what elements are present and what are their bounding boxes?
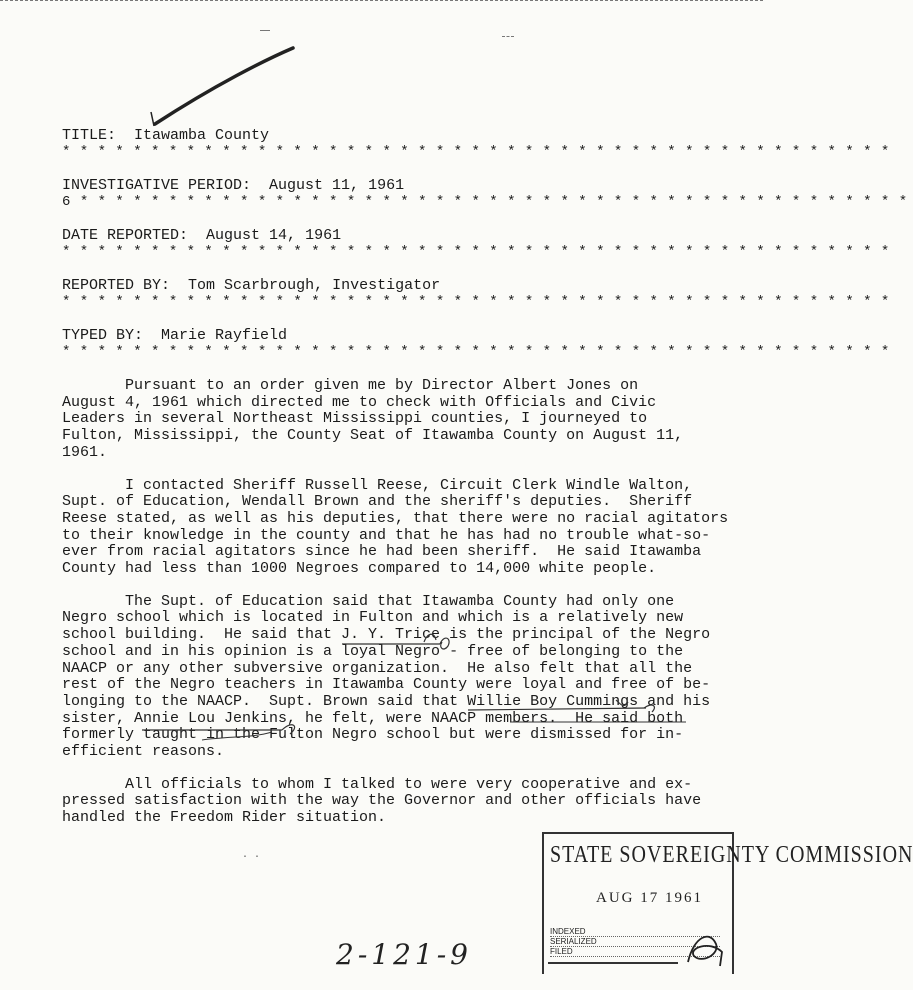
page-top-edge — [0, 0, 763, 5]
pen-check-mark — [145, 40, 305, 130]
stray-mark — [260, 30, 270, 31]
paragraph-3: The Supt. of Education said that Itawamba County had only one Negro school which is located in Fulton and which is a relatively new school building. He said that J. Y. Trice is the principal of the Negro school and in his opinion is a loyal Negro - free of belonging to the NAACP or any other subversive organization. He also felt that all the rest of the Negro teachers in Itawamba County were loyal and free of be- longing to the NAACP. Supt. Brown said that Willie Boy Cummings and his sister, Annie Lou Jenkins, he felt, were NAACP members. He said both formerly taught in the Fulton Negro school but were dismissed for in- efficient reasons. — [62, 592, 711, 761]
paragraph-1: Pursuant to an order given me by Director Albert Jones on August 4, 1961 which directed me to check with Officials and Civic Leaders in several Northeast Mississippi counties, I journeyed to Fulton, Mississippi, the County Seat of Itawamba County on August 11, 1961. — [62, 377, 684, 461]
handwritten-underline-trice — [340, 636, 480, 676]
star-divider: * * * * * * * * * * * * * * * * * * * * * * * * * * * * * * * * * * * * * * * * * * * * * * * — [62, 144, 890, 160]
stamp-serialized: SERIALIZED — [550, 937, 720, 947]
paragraph-4: All officials to whom I talked to were very cooperative and ex- pressed satisfaction with the way the Governor and other officials have handled the Freedom Rider situation. — [62, 775, 702, 827]
received-stamp — [542, 832, 913, 974]
handwritten-underline-members — [508, 716, 688, 728]
stray-mark — [502, 36, 514, 37]
reported-by-label: REPORTED BY: — [62, 277, 171, 294]
period-label: INVESTIGATIVE PERIOD: — [62, 177, 252, 194]
typed-by-field — [62, 328, 732, 344]
stamp-base-line — [548, 962, 678, 964]
file-number: 2-121-9 — [336, 938, 472, 971]
period-value: August 11, 1961 — [269, 177, 405, 194]
star-divider: 6 * * * * * * * * * * * * * * * * * * * * * * * * * * * * * * * * * * * * * * * * * * * * * * * — [62, 194, 908, 210]
typed-by-label: TYPED BY: — [62, 327, 144, 344]
title-label: TITLE: — [62, 127, 117, 144]
reported-by-field — [62, 278, 732, 294]
star-divider: * * * * * * * * * * * * * * * * * * * * * * * * * * * * * * * * * * * * * * * * * * * * * * * — [62, 244, 890, 260]
date-reported-value: August 14, 1961 — [206, 227, 342, 244]
period-field — [62, 178, 732, 194]
reported-by-value: Tom Scarbrough, Investigator — [188, 277, 441, 294]
date-reported-field — [62, 228, 732, 244]
stamp-filed: FILED — [550, 947, 720, 957]
typed-by-value: Marie Rayfield — [161, 327, 288, 344]
handwritten-underline-jenkins — [142, 716, 302, 746]
period-handwritten-prefix: 6 — [62, 194, 71, 210]
stamp-indexed: INDEXED — [550, 927, 720, 937]
title-field — [62, 128, 732, 144]
star-divider: * * * * * * * * * * * * * * * * * * * * * * * * * * * * * * * * * * * * * * * * * * * * * * * — [62, 294, 890, 310]
title-value: Itawamba County — [134, 127, 270, 144]
initials-scribble — [680, 926, 728, 970]
stamp-date: AUG 17 1961 — [596, 890, 703, 906]
stray-mark: · · — [242, 852, 261, 863]
star-divider: * * * * * * * * * * * * * * * * * * * * * * * * * * * * * * * * * * * * * * * * * * * * * * * — [62, 344, 890, 360]
date-reported-label: DATE REPORTED: — [62, 227, 189, 244]
paragraph-2: I contacted Sheriff Russell Reese, Circuit Clerk Windle Walton, Supt. of Education, Wendall Brown and the sheriff's deputies. Sheriff Reese stated, as well as his deputies, that there were no racial agitators to their knowledge in the county and that he has had no trouble what-so- ever from racial agitators since he had been sheriff. He said Itawamba County had less than 1000 Negroes compared to 14,000 white people. — [62, 476, 729, 578]
stamp-title: STATE SOVEREIGNTY COMMISSION — [550, 841, 913, 869]
